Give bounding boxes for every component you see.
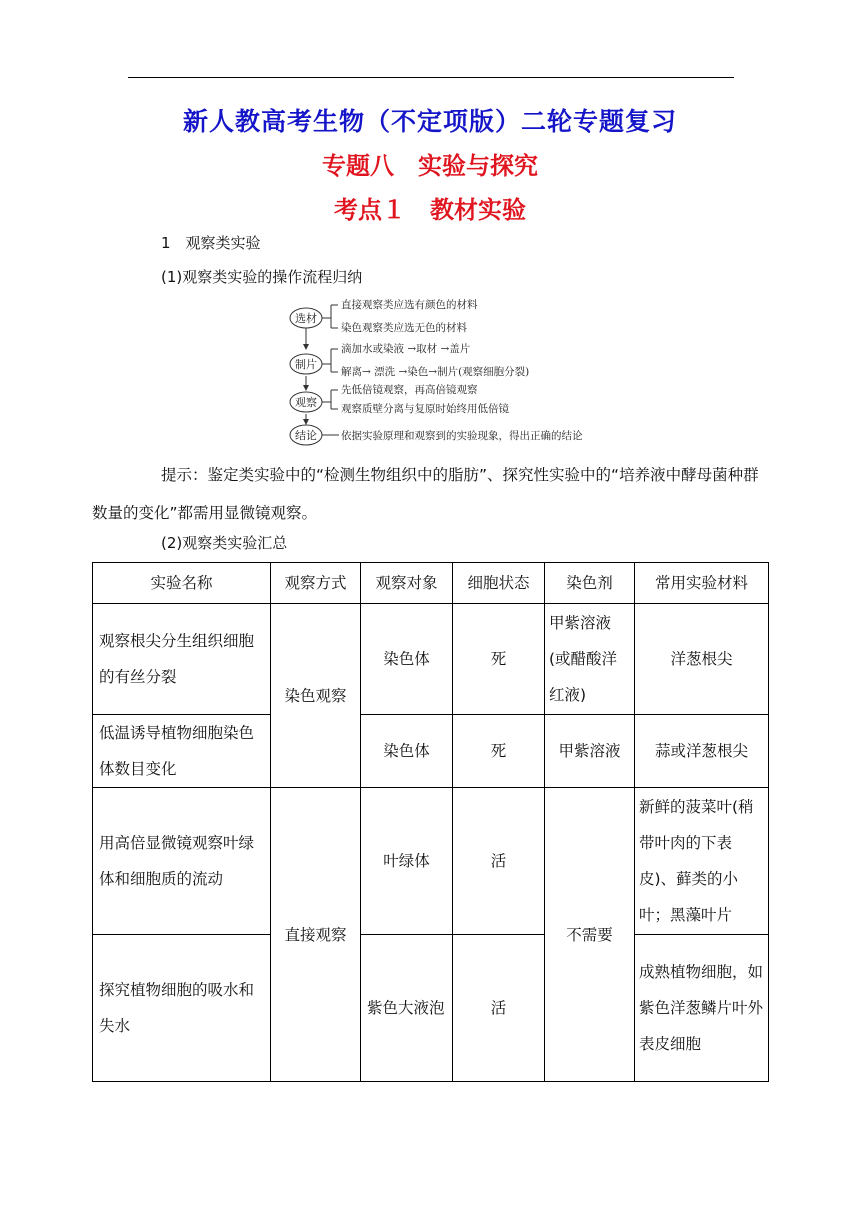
table-row (93, 715, 769, 788)
observation-method-cell: 染色观察 (271, 604, 361, 788)
flow-branch (322, 390, 338, 409)
observation-method-cell: 直接观察 (271, 788, 361, 1082)
column-header: 常用实验材料 (635, 563, 769, 604)
flow-node-label: 观察 (295, 396, 317, 409)
table-row (93, 604, 769, 715)
flow-step-select (290, 298, 478, 334)
cell-state-cell: 活 (453, 788, 545, 935)
table-header-row (93, 563, 769, 604)
experiment-name-cell: 观察根尖分生组织细胞的有丝分裂 (93, 604, 271, 715)
column-header: 观察对象 (361, 563, 453, 604)
flow-node-label: 结论 (295, 429, 317, 442)
material-cell: 洋葱根尖 (635, 604, 769, 715)
flow-step-observe (290, 383, 509, 415)
observation-object-cell: 染色体 (361, 604, 453, 715)
subsection-heading: (1)观察类实验的操作流程归纳 (161, 268, 363, 286)
flow-item: 解离→ 漂洗 →染色→制片(观察细胞分裂) (341, 366, 530, 378)
flow-item: 直接观察类应选有颜色的材料 (341, 299, 478, 311)
observation-object-cell: 叶绿体 (361, 788, 453, 935)
cell-state-cell: 活 (453, 935, 545, 1082)
experiment-name-cell: 用高倍显微镜观察叶绿体和细胞质的流动 (93, 788, 271, 935)
flow-item: 观察质壁分离与复原时始终用低倍镜 (341, 403, 509, 415)
experiment-summary-table (92, 562, 769, 1082)
flow-step-conclude (290, 425, 583, 445)
stain-cell: 甲紫溶液(或醋酸洋红液) (545, 604, 635, 715)
column-header: 实验名称 (93, 563, 271, 604)
experiment-name-cell: 低温诱导植物细胞染色体数目变化 (93, 715, 271, 788)
subsection-heading-2: (2)观察类实验汇总 (161, 534, 288, 552)
stain-cell: 甲紫溶液 (545, 715, 635, 788)
cell-state-cell: 死 (453, 715, 545, 788)
table-row (93, 935, 769, 1082)
flow-node-label: 制片 (295, 358, 317, 371)
flow-step-prepare (290, 342, 529, 378)
stain-cell: 不需要 (545, 788, 635, 1082)
material-cell: 蒜或洋葱根尖 (635, 715, 769, 788)
cell-state-cell: 死 (453, 604, 545, 715)
section-heading: 1 观察类实验 (161, 234, 261, 252)
observation-object-cell: 染色体 (361, 715, 453, 788)
hint-paragraph: 提示：鉴定类实验中的“检测生物组织中的脂肪”、探究性实验中的“培养液中酵母菌种群数量的变化”都需用显微镜观察。 (92, 466, 759, 522)
table-row (93, 788, 769, 935)
flowchart (285, 298, 615, 448)
column-header: 染色剂 (545, 563, 635, 604)
flow-branch (322, 305, 338, 328)
flow-item: 依据实验原理和观察到的实验现象，得出正确的结论 (341, 430, 583, 442)
flow-node-label: 选材 (295, 312, 317, 325)
column-header: 观察方式 (271, 563, 361, 604)
flow-item: 染色观察类应选无色的材料 (341, 322, 467, 334)
observation-object-cell: 紫色大液泡 (361, 935, 453, 1082)
topic-subtitle: 专题八 实验与探究 (322, 152, 538, 180)
experiment-name-cell: 探究植物细胞的吸水和失水 (93, 935, 271, 1082)
material-cell: 新鲜的菠菜叶(稍带叶肉的下表皮)、藓类的小叶；黑藻叶片 (635, 788, 769, 935)
header-rule (128, 77, 734, 78)
doc-title: 新人教高考生物（不定项版）二轮专题复习 (182, 107, 677, 136)
column-header: 细胞状态 (453, 563, 545, 604)
material-cell: 成熟植物细胞，如紫色洋葱鳞片叶外表皮细胞 (635, 935, 769, 1082)
section-topic: 考点１ 教材实验 (334, 196, 526, 224)
flow-branch (322, 349, 338, 372)
flow-item: 先低倍镜观察，再高倍镜观察 (341, 384, 478, 396)
flow-item: 滴加水或染液 →取材 →盖片 (341, 343, 471, 355)
